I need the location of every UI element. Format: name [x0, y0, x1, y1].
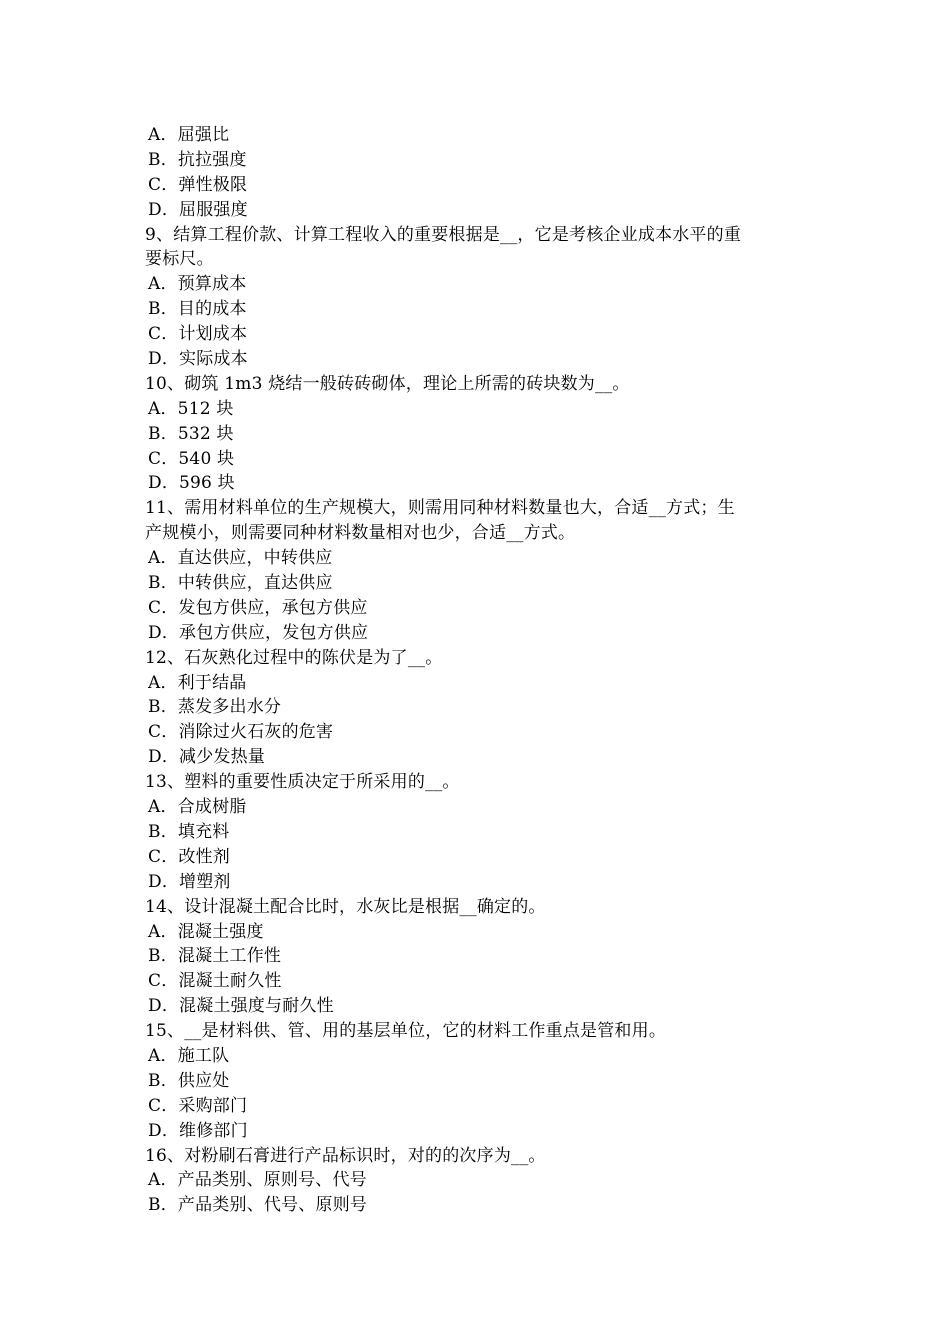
question-text: 11、需用材料单位的生产规模大，则需用同种材料数量也大，合适__方式；生 — [145, 498, 735, 519]
option-b: B．蒸发多出水分 — [148, 697, 282, 718]
option-c: C．改性剂 — [148, 846, 231, 867]
option-a: A．屈强比 — [148, 125, 230, 145]
question-text: 16、对粉刷石膏进行产品标识时，对的的次序为__。 — [145, 1145, 546, 1166]
option-b: B．抗拉强度 — [148, 149, 247, 170]
option-b: B．532 块 — [148, 423, 234, 444]
question-9 — [145, 223, 810, 372]
option-a: A．合成树脂 — [148, 797, 247, 818]
question-text: 10、砌筑 1m3 烧结一般砖砖砌体，理论上所需的砖块数为__。 — [145, 373, 630, 394]
option-d: D．596 块 — [148, 473, 235, 494]
option-a: A．直达供应，中转供应 — [148, 548, 333, 569]
option-d: D．承包方供应，发包方供应 — [148, 622, 369, 643]
option-a: A．利于结晶 — [148, 672, 247, 693]
question-8 — [145, 123, 810, 223]
option-c: C．发包方供应，承包方供应 — [148, 597, 368, 618]
option-c: C．计划成本 — [148, 324, 248, 345]
option-b: B．混凝土工作性 — [148, 946, 282, 967]
question-13 — [145, 770, 810, 894]
question-text: 15、__是材料供、管、用的基层单位，它的材料工作重点是管和用。 — [145, 1021, 667, 1042]
question-text: 14、设计混凝土配合比时，水灰比是根据__确定的。 — [145, 896, 546, 917]
option-a: A．施工队 — [148, 1045, 230, 1066]
option-b: B．产品类别、代号、原则号 — [148, 1195, 368, 1216]
option-b: B．供应处 — [148, 1070, 230, 1091]
option-b: B．填充料 — [148, 821, 230, 842]
question-15 — [145, 1019, 810, 1143]
option-b: B．目的成本 — [148, 299, 247, 320]
option-a: A．512 块 — [148, 398, 234, 419]
option-a: A．产品类别、原则号、代号 — [148, 1170, 367, 1191]
question-text: 13、塑料的重要性质决定于所采用的__。 — [145, 772, 460, 793]
option-c: C．消除过火石灰的危害 — [148, 722, 334, 743]
question-11 — [145, 496, 810, 645]
question-text-continued: 要标尺。 — [145, 249, 214, 270]
option-d: D．增塑剂 — [148, 871, 231, 892]
option-a: A．预算成本 — [148, 274, 247, 295]
option-d: D．维修部门 — [148, 1120, 248, 1141]
question-text: 12、石灰熟化过程中的陈伏是为了__。 — [145, 647, 443, 668]
question-12 — [145, 646, 810, 770]
question-text-continued: 产规模小，则需要同种材料数量相对也少，合适__方式。 — [145, 523, 576, 544]
option-a: A．混凝土强度 — [148, 921, 264, 942]
option-c: C．弹性极限 — [148, 174, 248, 195]
option-d: D．屈服强度 — [148, 199, 248, 220]
option-d: D．实际成本 — [148, 349, 248, 370]
question-14 — [145, 895, 810, 1019]
question-text: 9、结算工程价款、计算工程收入的重要根据是__，它是考核企业成本水平的重 — [145, 224, 742, 245]
question-list — [145, 123, 810, 1218]
option-c: C．540 块 — [148, 448, 235, 469]
option-c: C．混凝土耐久性 — [148, 971, 282, 992]
option-b: B．中转供应，直达供应 — [148, 573, 333, 594]
question-16 — [145, 1144, 810, 1219]
option-d: D．混凝土强度与耐久性 — [148, 996, 334, 1017]
option-d: D．减少发热量 — [148, 747, 266, 768]
option-c: C．采购部门 — [148, 1095, 248, 1116]
question-10 — [145, 372, 810, 496]
